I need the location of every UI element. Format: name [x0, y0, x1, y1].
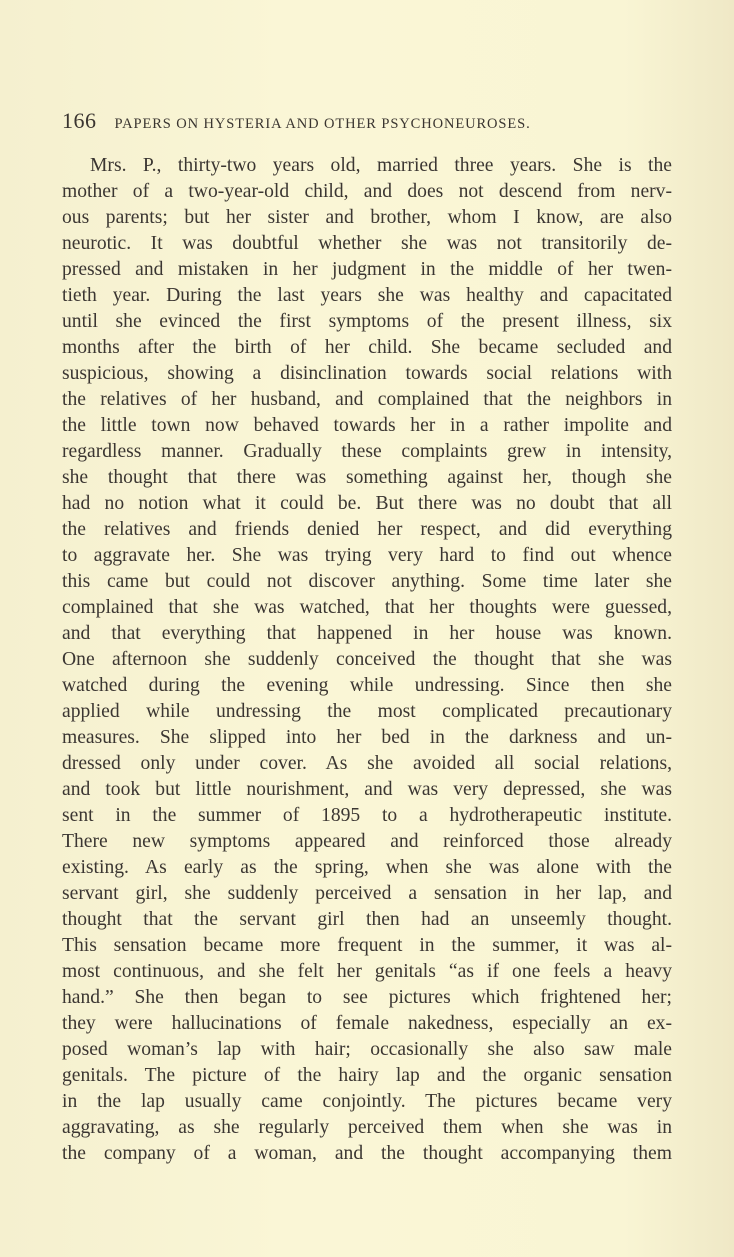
text-line: dressed only under cover. As she avoided all social relations, — [62, 753, 672, 774]
text-line: This sensation became more frequent in the summer, it was al- — [62, 935, 672, 956]
text-line: Mrs. P., thirty-two years old, married three years. She is the — [90, 155, 672, 176]
text-line: ous parents; but her sister and brother, whom I know, are also — [62, 207, 672, 228]
text-line: pressed and mistaken in her judgment in the middle of her twen- — [62, 259, 672, 280]
text-line: tieth year. During the last years she was healthy and capacitated — [62, 285, 672, 306]
text-line: neurotic. It was doubtful whether she was not transitorily de- — [62, 233, 672, 254]
text-line: servant girl, she suddenly perceived a sensation in her lap, and — [62, 883, 672, 904]
text-line: to aggravate her. She was trying very hard to find out whence — [62, 545, 672, 566]
text-line: in the lap usually came conjointly. The pictures became very — [62, 1091, 672, 1112]
text-line: the relatives of her husband, and complained that the neighbors in — [62, 389, 672, 410]
text-line: the company of a woman, and the thought accompanying them — [62, 1143, 672, 1164]
text-line: the little town now behaved towards her in a rather impolite and — [62, 415, 672, 436]
text-line: and that everything that happened in her house was known. — [62, 623, 672, 644]
text-line: There new symptoms appeared and reinforced those already — [62, 831, 672, 852]
text-line: hand.” She then began to see pictures which frightened her; — [62, 987, 672, 1008]
text-line: she thought that there was something against her, though she — [62, 467, 672, 488]
text-line: mother of a two-year-old child, and does not descend from nerv- — [62, 181, 672, 202]
text-line: watched during the evening while undressing. Since then she — [62, 675, 672, 696]
text-line: most continuous, and she felt her genitals “as if one feels a heavy — [62, 961, 672, 982]
text-line: months after the birth of her child. She became secluded and — [62, 337, 672, 358]
text-line: One afternoon she suddenly conceived the thought that she was — [62, 649, 672, 670]
text-line: suspicious, showing a disinclination towards social relations with — [62, 363, 672, 384]
text-line: complained that she was watched, that her thoughts were guessed, — [62, 597, 672, 618]
text-line: sent in the summer of 1895 to a hydrotherapeutic institute. — [62, 805, 672, 826]
text-line: thought that the servant girl then had an unseemly thought. — [62, 909, 672, 930]
text-line: genitals. The picture of the hairy lap and the organic sensation — [62, 1065, 672, 1086]
running-title: PAPERS ON HYSTERIA AND OTHER PSYCHONEUROSES. — [114, 116, 531, 132]
text-line: aggravating, as she regularly perceived them when she was in — [62, 1117, 672, 1138]
text-line: posed woman’s lap with hair; occasionally she also saw male — [62, 1039, 672, 1060]
text-line: and took but little nourishment, and was very depressed, she was — [62, 779, 672, 800]
text-line: existing. As early as the spring, when she was alone with the — [62, 857, 672, 878]
text-line: measures. She slipped into her bed in the darkness and un- — [62, 727, 672, 748]
text-line: regardless manner. Gradually these complaints grew in intensity, — [62, 441, 672, 462]
text-line: until she evinced the first symptoms of the present illness, six — [62, 311, 672, 332]
running-head — [62, 108, 622, 138]
body-paragraph — [62, 153, 672, 1167]
text-line: applied while undressing the most complicated precautionary — [62, 701, 672, 722]
text-line: this came but could not discover anything. Some time later she — [62, 571, 672, 592]
text-line: they were hallucinations of female nakedness, especially an ex- — [62, 1013, 672, 1034]
text-line: had no notion what it could be. But there was no doubt that all — [62, 493, 672, 514]
page-number: 166 — [62, 108, 97, 133]
text-line: the relatives and friends denied her respect, and did everything — [62, 519, 672, 540]
